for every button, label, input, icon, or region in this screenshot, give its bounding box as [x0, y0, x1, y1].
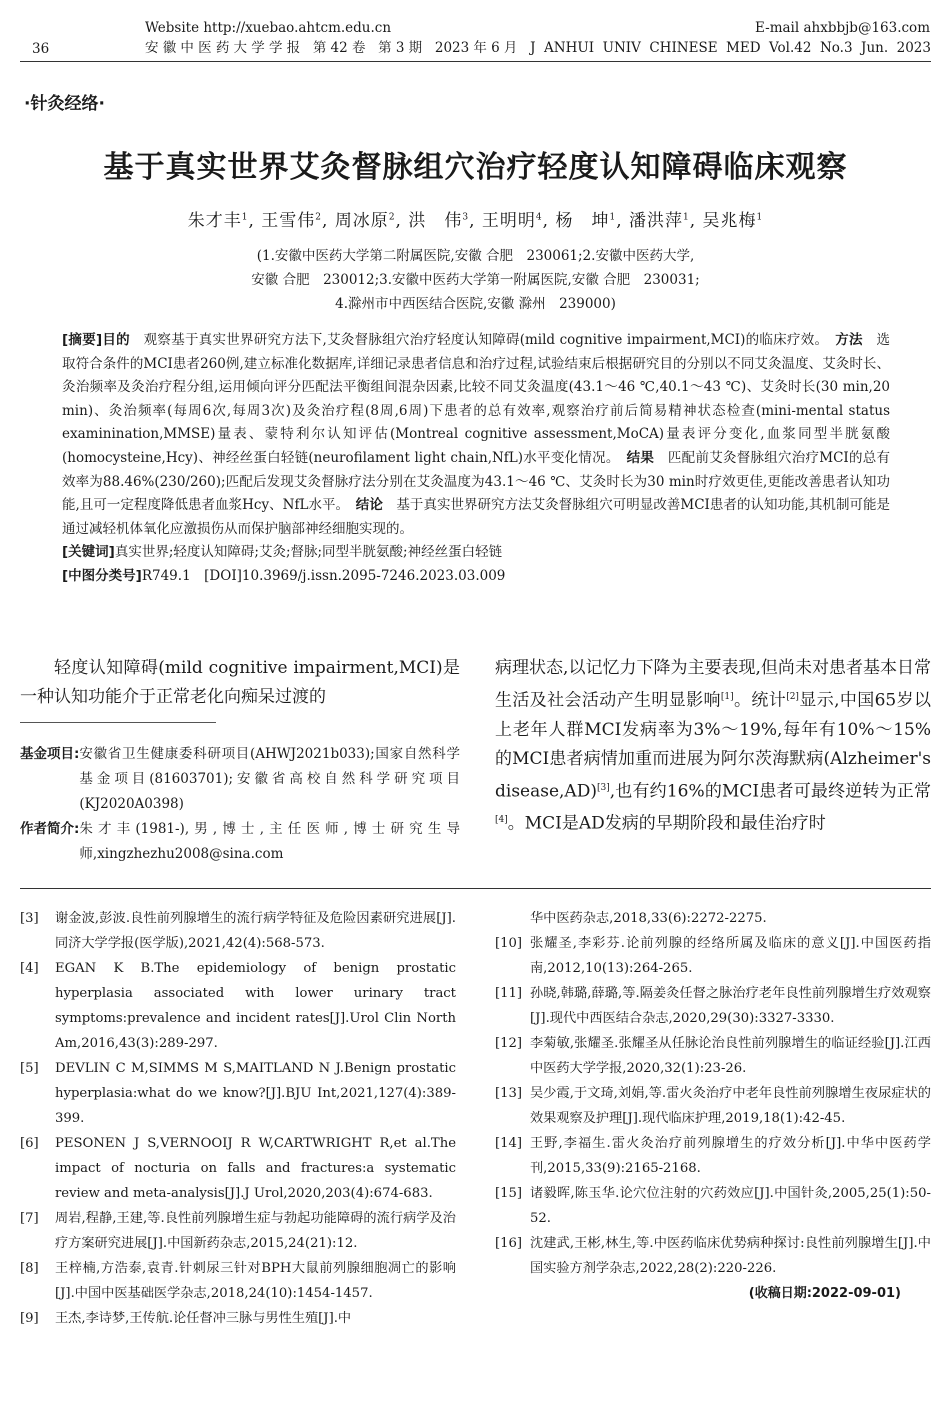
reference-number: [4] [20, 961, 39, 976]
column-label: ·针灸经络· [24, 94, 105, 114]
author-sup: 1 [241, 212, 249, 223]
reference-number: [10] [495, 936, 523, 951]
fund-label: 基金项目: [20, 746, 80, 762]
body-text-segment: 病理状态,以记忆力下降为主要表现,但尚未对患者基本日常生活及社会活动产生明显影响 [495, 658, 931, 711]
author-sup: 2 [388, 212, 396, 223]
affiliation-line: (1.安徽中医药大学第二附属医院,安徽 合肥 230061;2.安徽中医药大学, [256, 248, 695, 264]
reference-item [495, 1181, 931, 1231]
body-text-segment: 。MCI是AD发病的早期阶段和最佳治疗时 [507, 813, 826, 834]
conclusion-text: 基于真实世界研究方法艾灸督脉组穴可明显改善MCI患者的认知功能,其机制可能是通过减轻机体氧化应激损伤从而保护脑部神经细胞实现的。 [62, 497, 891, 537]
author-list: 朱才丰$^1$, 王雪伟$^2$, 周冰原$^2$, 洪 伟$^3$, 王明明$^4$, 杨 坤$^1$, 潘洪萍$^1$, 吴兆梅$^1$ [187, 211, 764, 231]
affiliation-line: 安徽 合肥 230012;3.安徽中医药大学第一附属医院,安徽 合肥 230031; [251, 272, 700, 288]
reference-text: 王杰,李诗梦,王传航.论任督冲三脉与男性生殖[J].中 [55, 1311, 352, 1326]
reference-item [20, 1131, 456, 1206]
references-right [495, 906, 931, 1306]
body-text-segment: 。统计 [733, 690, 787, 711]
author: 周冰原 [334, 211, 389, 231]
affiliation-line: 4.滁州市中西医结合医院,安徽 滁州 239000) [335, 296, 616, 312]
reference-text: 谢金波,彭波.良性前列腺增生的流行病学特征及危险因素研究进展[J].同济大学学报(医学版),2021,42(4):568-573. [55, 911, 456, 951]
reference-number [495, 906, 530, 931]
reference-number: [8] [20, 1261, 39, 1276]
reference-text: DEVLIN C M,SIMMS M S,MAITLAND N J.Benign prostatic hyperplasia:what do we know?[J].BJU Int,2021,127(4):389-399. [55, 1061, 456, 1126]
reference-number: [13] [495, 1086, 523, 1101]
fund-text: 安徽省卫生健康委科研项目(AHWJ2021b033);国家自然科学基金项目(81603701);安徽省高校自然科学研究项目(KJ2020A0398) [79, 746, 460, 812]
author: 朱才丰 [187, 211, 242, 231]
reference-item [20, 1206, 456, 1256]
reference-text: 华中医药杂志,2018,33(6):2272-2275. [530, 911, 767, 926]
author-sup: 1 [756, 212, 764, 223]
reference-number: [14] [495, 1136, 523, 1151]
reference-item [495, 1131, 931, 1181]
author-sup: 4 [535, 212, 543, 223]
reference-number: [5] [20, 1061, 39, 1076]
author-sup: 1 [683, 212, 690, 223]
reference-text: 王梓楠,方浩泰,袁青.针刺尿三针对BPH大鼠前列腺细胞凋亡的影响[J].中国中医基础医学杂志,2018,24(10):1454-1457. [55, 1261, 456, 1301]
reference-text: 李菊敏,张耀圣.张耀圣从任脉论治良性前列腺增生的临证经验[J].江西中医药大学学报,2020,32(1):23-26. [530, 1036, 931, 1076]
reference-text: EGAN K B.The epidemiology of benign prostatic hyperplasia associated with lower urinary tract symptoms:prevalence and incident rates[J].Urol Clin North Am,2016,43(3):289-297. [55, 961, 456, 1051]
keywords [62, 541, 890, 565]
reference-item [20, 1256, 456, 1306]
reference-item [495, 906, 931, 931]
journal-line: 安徽中医药大学学报 第42卷 第3期 2023年6月 J ANHUI UNIV CHINESE MED Vol.42 No.3 Jun. 2023 [145, 40, 931, 56]
references-rule [20, 888, 931, 889]
author-sup: 3 [462, 212, 470, 223]
reference-text: 诸毅晖,陈玉华.论穴位注射的穴药效应[J].中国针灸,2005,25(1):50-52. [530, 1186, 931, 1226]
body-text-segment: ,也有约16%的MCI患者可最终逆转为正常 [609, 781, 931, 802]
abstract [62, 329, 890, 589]
abstract-label: [摘要] [62, 332, 103, 348]
methods-text: 选取符合条件的MCI患者260例,建立标准化数据库,详细记录患者信息和治疗过程,试验结束后根据研究目的分别以不同艾灸温度、艾灸时长、灸治频率及灸治疗程分组,运用倾向评分匹配法平衡组间混杂因素,比较不同艾灸温度(43.1～46 ℃,40.1～43 ℃)、艾灸时长(30 min,20 min)、灸治频率(每周6次,每周3次)及灸治疗程(8周,6周)下患者的总有效率,观察治疗前后简易精神状态检查(mini-mental status examinination,MMSE)量表、蒙特利尔认知评估(Montreal cognitive assessment,MoCA)量表评分变化,血浆同型半胱氨酸(homocysteine,Hcy)、神经丝蛋白轻链(neurofilament light chain,NfL)水平变化情况。 [62, 332, 891, 466]
author: 王雪伟 [261, 211, 316, 231]
citation[interactable]: [2] [786, 692, 799, 702]
footnote-rule [20, 722, 216, 723]
body-left-paragraph: 轻度认知障碍(mild cognitive impairment,MCI)是一种认知功能介于正常老化向痴呆过渡的 [20, 658, 460, 707]
page-title: 基于真实世界艾灸督脉组穴治疗轻度认知障碍临床观察 [103, 150, 848, 185]
reference-number: [15] [495, 1186, 523, 1201]
reference-number: [11] [495, 986, 523, 1001]
results-label: 结果 [626, 449, 655, 466]
author-info-text: 朱才丰(1981-),男,博士,主任医师,博士研究生导师,xingzhezhu2008@sina.com [79, 821, 460, 862]
reference-item [20, 1306, 456, 1331]
reference-number: [3] [20, 911, 39, 926]
author-info-label: 作者简介: [20, 821, 80, 837]
affiliations [20, 244, 931, 316]
reference-item [20, 1056, 456, 1131]
author: 王明明 [481, 211, 536, 231]
results-text: 匹配前艾灸督脉组穴治疗MCI的总有效率为88.46%(230/260);匹配后发现艾灸督脉疗法分别在艾灸温度为43.1～46 ℃、艾灸时长为30 min时疗效更佳,更能改善患者认知功能,且可一定程度降低患者血浆Hcy、NfL水平。 [62, 449, 891, 514]
reference-number: [16] [495, 1236, 523, 1251]
fund-block [20, 742, 460, 817]
classification-label: [中图分类号] [62, 567, 142, 584]
reference-item [495, 1031, 931, 1081]
reference-text: 沈建武,王彬,林生,等.中医药临床优势病种探讨:良性前列腺增生[J].中国实验方剂学杂志,2022,28(2):220-226. [530, 1236, 931, 1276]
author-sup: 1 [609, 212, 617, 223]
citation[interactable]: [1] [720, 692, 734, 702]
author: 潘洪萍 [629, 211, 683, 231]
methods-label: 方法 [835, 332, 863, 348]
reference-item [20, 906, 456, 956]
reference-item [20, 956, 456, 1056]
reference-text: 王野,李福生.雷火灸治疗前列腺增生的疗效分析[J].中华中医药学刊,2015,33(9):2165-2168. [530, 1136, 931, 1176]
reference-number: [9] [20, 1311, 39, 1326]
reference-text: 吴少霞,于文琦,刘娟,等.雷火灸治疗中老年良性前列腺增生夜尿症状的效果观察及护理[J].现代临床护理,2019,18(1):42-45. [530, 1086, 931, 1126]
author: 洪 伟 [408, 211, 463, 231]
email[interactable]: E-mail ahxbbjb@163.com [755, 20, 930, 36]
citation[interactable]: [4] [495, 815, 508, 826]
website[interactable]: Website http://xuebao.ahtcm.edu.cn [145, 20, 392, 36]
keywords-text: 真实世界;轻度认知障碍;艾灸;督脉;同型半胱氨酸;神经丝蛋白轻链 [114, 544, 503, 561]
body-text-segment: 显示,中国65岁以上老年人群MCI发病率为3%～19%,每年有10%～15%的MCI患者病情加重而进展为阿尔茨海默病(Alzheimer's disease,AD) [495, 690, 931, 802]
reference-number: [7] [20, 1211, 39, 1226]
header-rule [20, 61, 931, 62]
objective-text: 观察基于真实世界研究方法下,艾灸督脉组穴治疗轻度认知障碍(mild cognitive impairment,MCI)的临床疗效。 [143, 332, 822, 348]
page-number: 36 [32, 41, 50, 57]
reference-item [495, 931, 931, 981]
references-left [20, 906, 456, 1331]
body-right-paragraph [495, 654, 931, 839]
author: 杨 坤 [555, 211, 610, 231]
objective-label: 目的 [102, 332, 130, 348]
author: 吴兆梅 [702, 211, 757, 231]
reference-item [495, 1231, 931, 1281]
reference-text: 张耀圣,李彩芬.论前列腺的经络所属及临床的意义[J].中国医药指南,2012,10(13):264-265. [530, 936, 931, 976]
conclusion-label: 结论 [355, 497, 383, 514]
reference-text: 周岩,程静,王建,等.良性前列腺增生症与勃起功能障碍的流行病学及治疗方案研究进展[J].中国新药杂志,2015,24(21):12. [55, 1211, 456, 1251]
reference-number: [12] [495, 1036, 523, 1051]
received-date: (收稿日期:2022-09-01) [748, 1286, 901, 1301]
author-block [20, 817, 460, 867]
reference-item [495, 981, 931, 1031]
reference-number: [6] [20, 1136, 39, 1151]
reference-text: PESONEN J S,VERNOOIJ R W,CARTWRIGHT R,et al.The impact of nocturia on falls and fractures:a systematic review and meta-analysis[J].J Urol,2020,203(4):674-683. [55, 1136, 456, 1201]
author-sup: 2 [315, 212, 322, 223]
classification-text: R749.1 [DOI]10.3969/j.issn.2095-7246.2023.03.009 [141, 567, 506, 584]
reference-item [495, 1081, 931, 1131]
footnote [20, 742, 460, 867]
keywords-label: [关键词] [62, 544, 115, 561]
classification [62, 565, 890, 589]
citation[interactable]: [3] [596, 782, 610, 793]
reference-text: 孙晓,韩璐,薛璐,等.隔姜灸任督之脉治疗老年良性前列腺增生疗效观察[J].现代中西医结合杂志,2020,29(30):3327-3330. [530, 986, 931, 1026]
